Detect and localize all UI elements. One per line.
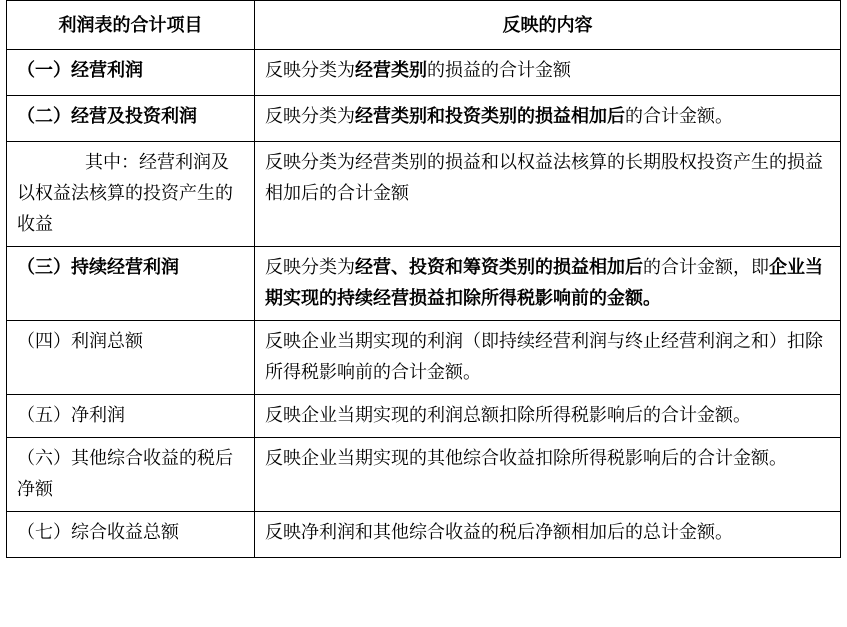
row-content: 反映净利润和其他综合收益的税后净额相加后的总计金额。 [255, 512, 841, 558]
content-text: 反映分类为 [265, 257, 355, 278]
content-text: 的损益的合计金额 [427, 60, 571, 81]
row-content: 反映企业当期实现的其他综合收益扣除所得税影响后的合计金额。 [255, 438, 841, 512]
row-item: （七）综合收益总额 [7, 512, 255, 558]
row-content: 反映分类为经营类别的损益和以权益法核算的长期股权投资产生的损益相加后的合计金额 [255, 142, 841, 247]
row-item: （三）持续经营利润 [7, 247, 255, 321]
header-content: 反映的内容 [255, 1, 841, 50]
row-item: （二）经营及投资利润 [7, 96, 255, 142]
row-item-text: 其中：经营利润及以权益法核算的投资产生的收益 [17, 152, 233, 235]
content-text: 反映分类为 [265, 106, 355, 127]
table-row [7, 50, 841, 96]
content-text: 的合计金额，即 [643, 257, 769, 278]
table-header-row [7, 1, 841, 50]
row-item: （一）经营利润 [7, 50, 255, 96]
row-content: 反映企业当期实现的利润总额扣除所得税影响后的合计金额。 [255, 395, 841, 438]
table-row [7, 96, 841, 142]
row-item [7, 142, 255, 247]
table-row [7, 247, 841, 321]
header-item: 利润表的合计项目 [7, 1, 255, 50]
table-row [7, 395, 841, 438]
row-item: （五）净利润 [7, 395, 255, 438]
content-strong: 经营、投资和筹资类别的损益相加后 [355, 257, 643, 278]
row-content [255, 50, 841, 96]
content-text: 反映分类为 [265, 60, 355, 81]
content-strong: 经营类别和投资类别的损益相加后 [355, 106, 625, 127]
table-row [7, 321, 841, 395]
content-strong: 企业当期实现的持续经营损益扣除所得税影响前的金额。 [265, 257, 823, 309]
content-text: 的合计金额。 [625, 106, 733, 127]
table-row [7, 512, 841, 558]
row-content [255, 96, 841, 142]
profit-statement-table [6, 0, 841, 558]
table-row [7, 438, 841, 512]
table-row [7, 142, 841, 247]
row-item: （四）利润总额 [7, 321, 255, 395]
content-strong: 经营类别 [355, 60, 427, 81]
row-content [255, 247, 841, 321]
row-content: 反映企业当期实现的利润（即持续经营利润与终止经营利润之和）扣除所得税影响前的合计金额。 [255, 321, 841, 395]
row-item: （六）其他综合收益的税后净额 [7, 438, 255, 512]
